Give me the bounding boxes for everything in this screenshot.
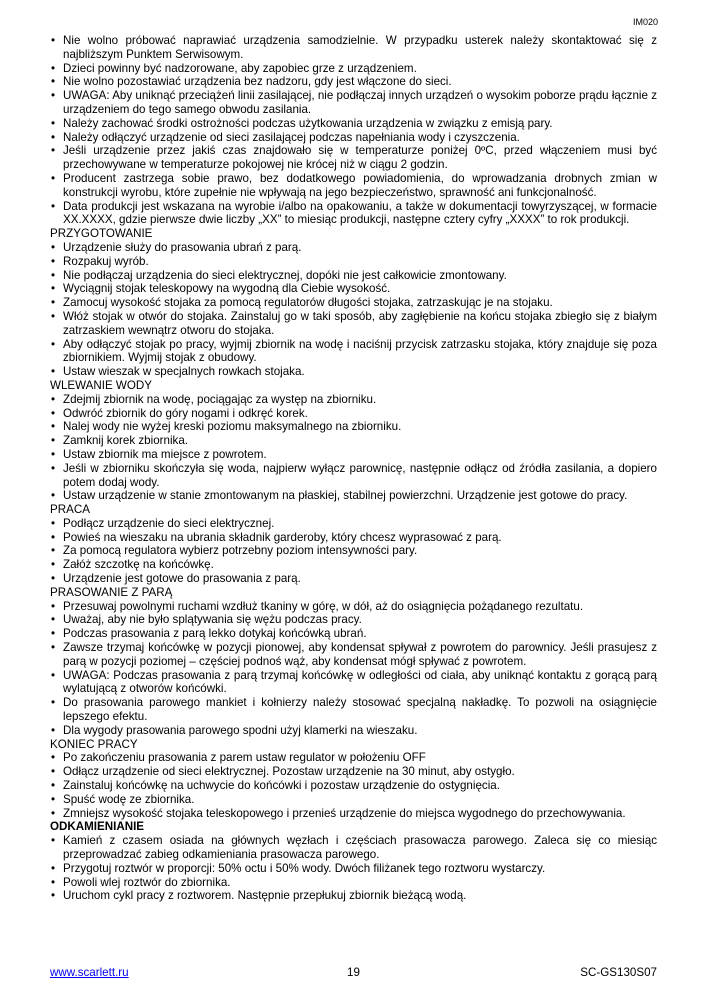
bullet-list	[50, 393, 657, 503]
list-item: • Aby odłączyć stojak po pracy, wyjmij zbiornik na wodę i naciśnij przycisk zatrzasku stojaka, który znajduje się poza zbiornikiem. Wyjmij stojak z obudowy.	[50, 338, 657, 366]
list-item: • Powieś na wieszaku na ubrania składnik garderoby, który chcesz wyprasować z parą.	[50, 531, 657, 545]
list-item: • Jeśli w zbiorniku skończyła się woda, najpierw wyłącz parownicę, następnie odłącz od źródła zasilania, a dopiero potem dodaj wody.	[50, 462, 657, 490]
list-item: • Należy odłączyć urządzenie od sieci zasilającej podczas napełniania wody i czyszczenia.	[50, 131, 657, 145]
list-item: • Podczas prasowania z parą lekko dotykaj końcówką ubrań.	[50, 627, 657, 641]
list-item: • Jeśli urządzenie przez jakiś czas znajdowało się w temperaturze poniżej 0ºC, przed włączeniem musi być przechowywane w temperaturze pokojowej nie krócej niż w ciągu 2 godzin.	[50, 144, 657, 172]
list-item: • Włóż stojak w otwór do stojaka. Zainstaluj go w taki sposób, aby zagłębienie na końcu stojaka zbiegło się z białym zatrzaskiem wewnątrz otworu do stojaka.	[50, 310, 657, 338]
list-item: • Zamocuj wysokość stojaka za pomocą regulatorów długości stojaka, zatrzaskując je na stojaku.	[50, 296, 657, 310]
section-heading: PRZYGOTOWANIE	[50, 227, 153, 241]
list-item: • Zdejmij zbiornik na wodę, pociągając za występ na zbiorniku.	[50, 393, 657, 407]
section-heading: KONIEC PRACY	[50, 737, 138, 751]
list-item: • Wyciągnij stojak teleskopowy na wygodną dla Ciebie wysokość.	[50, 282, 657, 296]
list-item: • UWAGA: Podczas prasowania z parą trzymaj końcówkę w odległości od ciała, aby uniknąć kontaktu z gorącą parą wylatującą z otworów końcówki.	[50, 669, 657, 697]
list-item: • Podłącz urządzenie do sieci elektrycznej.	[50, 517, 657, 531]
list-item: • Należy zachować środki ostrożności podczas użytkowania urządzenia w związku z emisją pary.	[50, 117, 657, 131]
list-item: • Przygotuj roztwór w proporcji: 50% octu i 50% wody. Dwóch filiżanek tego roztworu wystarczy.	[50, 862, 657, 876]
list-item: • Urządzenie jest gotowe do prasowania z parą.	[50, 572, 657, 586]
list-item: • Zamknij korek zbiornika.	[50, 434, 657, 448]
list-item: • Przesuwaj powolnymi ruchami wzdłuż tkaniny w górę, w dół, aż do osiągnięcia pożądanego rezultatu.	[50, 600, 657, 614]
website-link[interactable]: www.scarlett.ru	[50, 966, 129, 979]
manual-body	[50, 34, 657, 903]
section-heading: ODKAMIENIANIE	[50, 820, 145, 834]
bullet-list	[50, 751, 657, 820]
section-heading: PRASOWANIE Z PARĄ	[50, 585, 173, 599]
list-item: • Za pomocą regulatora wybierz potrzebny poziom intensywności pary.	[50, 544, 657, 558]
list-item: • Zawsze trzymaj końcówkę w pozycji pionowej, aby kondensat spływał z powrotem do parownicy. Jeśli prasujesz z parą w pozycji poziomej – częściej podnoś wąż, aby kondensat mógł spływać z powrotem.	[50, 641, 657, 669]
list-item: • Załóż szczotkę na końcówkę.	[50, 558, 657, 572]
list-item: • Dla wygody prasowania parowego spodni użyj klamerki na wieszaku.	[50, 724, 657, 738]
list-item: • Odwróć zbiornik do góry nogami i odkręć korek.	[50, 407, 657, 421]
list-item: • Ustaw urządzenie w stanie zmontowanym na płaskiej, stabilnej powierzchni. Urządzenie jest gotowe do pracy.	[50, 489, 657, 503]
list-item: • Ustaw wieszak w specjalnych rowkach stojaka.	[50, 365, 657, 379]
section-heading: PRACA	[50, 503, 90, 517]
bullet-list	[50, 34, 657, 227]
model-number: SC-GS130S07	[580, 966, 657, 979]
list-item: • Data produkcji jest wskazana na wyrobie i/albo na opakowaniu, a także w dokumentacji towyrzyszącej, w formacie XX.XXXX, gdzie pierwsze dwie liczby „XX” to miesiąc produkcji, następne cztery cyfry „XXXX” to rok produkcji.	[50, 200, 657, 228]
list-item: • Nie wolno pozostawiać urządzenia bez nadzoru, gdy jest włączone do sieci.	[50, 75, 657, 89]
list-item: • Zmniejsz wysokość stojaka teleskopowego i przenieś urządzenie do miejsca wygodnego do przechowywania.	[50, 807, 657, 821]
list-item: • Rozpakuj wyrób.	[50, 255, 657, 269]
bullet-list	[50, 241, 657, 379]
list-item: • Odłącz urządzenie od sieci elektrycznej. Pozostaw urządzenie na 30 minut, aby ostygło.	[50, 765, 657, 779]
list-item: • Zainstaluj końcówkę na uchwycie do końcówki i pozostaw urządzenie do ostygnięcia.	[50, 779, 657, 793]
section-heading: WLEWANIE WODY	[50, 378, 152, 392]
list-item: • Dzieci powinny być nadzorowane, aby zapobiec grze z urządzeniem.	[50, 62, 657, 76]
list-item: • Powoli wlej roztwór do zbiornika.	[50, 876, 657, 890]
list-item: • Uruchom cykl pracy z roztworem. Następnie przepłukuj zbiornik bieżącą wodą.	[50, 889, 657, 903]
list-item: • Kamień z czasem osiada na głównych węzłach i częściach prasowacza parowego. Zaleca się co miesiąc przeprowadzać zabieg odkamieniania prasowacza parowego.	[50, 834, 657, 862]
list-item: • Uważaj, aby nie było splątywania się wężu podczas pracy.	[50, 613, 657, 627]
list-item: • UWAGA: Aby uniknąć przeciążeń linii zasilającej, nie podłączaj innych urządzeń o wysokim poborze prądu łącznie z urządzeniem do tego samego obwodu zasilania.	[50, 89, 657, 117]
list-item: • Urządzenie służy do prasowania ubrań z parą.	[50, 241, 657, 255]
list-item: • Nie wolno próbować naprawiać urządzenia samodzielnie. W przypadku usterek należy skontaktować się z najbliższym Punktem Serwisowym.	[50, 34, 657, 62]
list-item: • Nalej wody nie wyżej kreski poziomu maksymalnego na zbiorniku.	[50, 420, 657, 434]
list-item: • Nie podłączaj urządzenia do sieci elektrycznej, dopóki nie jest całkowicie zmontowany.	[50, 269, 657, 283]
list-item: • Po zakończeniu prasowania z parem ustaw regulator w położeniu OFF	[50, 751, 657, 765]
bullet-list	[50, 600, 657, 738]
list-item: • Ustaw zbiornik ma miejsce z powrotem.	[50, 448, 657, 462]
list-item: • Do prasowania parowego mankiet i kołnierzy należy stosować specjalną nakładkę. To pozwoli na osiągnięcie lepszego efektu.	[50, 696, 657, 724]
document-code: IM020	[632, 17, 658, 27]
bullet-list	[50, 517, 657, 586]
page-number: 19	[347, 966, 360, 979]
list-item: • Producent zastrzega sobie prawo, bez dodatkowego powiadomienia, do wprowadzania drobnych zmian w konstrukcji wyrobu, które zupełnie nie wpływają na jego bezpieczeństwo, sprawność ani funkcjonalność.	[50, 172, 657, 200]
bullet-list	[50, 834, 657, 903]
list-item: • Spuść wodę ze zbiornika.	[50, 793, 657, 807]
